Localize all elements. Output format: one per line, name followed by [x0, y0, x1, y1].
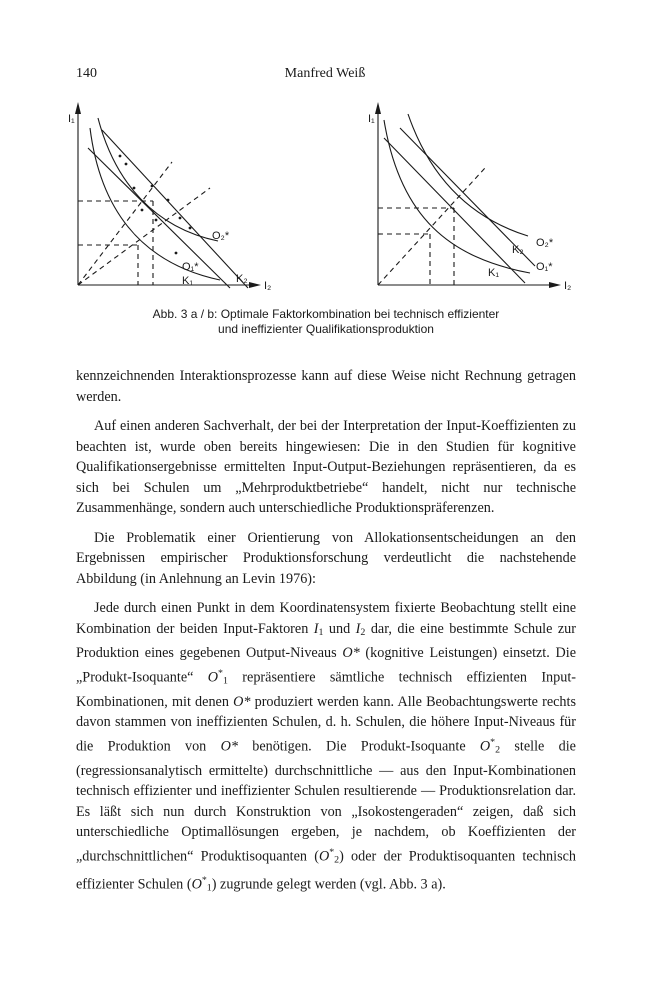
figure-svg	[60, 98, 600, 298]
right-o2-label: O₂*	[536, 237, 554, 249]
left-k2-label: K₂	[236, 273, 248, 285]
right-x-axis-label: I₂	[564, 280, 572, 292]
figure-left-panel	[75, 102, 261, 288]
caption-line-1: Abb. 3 a / b: Optimale Faktorkombination bei technisch effizienter	[152, 307, 500, 321]
left-isoquant-o2	[98, 118, 218, 241]
running-header-author: Manfred Weiß	[284, 66, 366, 81]
paragraph-4: Jede durch einen Punkt in dem Koordinatensystem fixierte Beobachtung stellt eine Kombination der beiden Input-Faktoren $I_1$ und $I_2$ dar, die eine bestimmte Schule zur Produktion eines gegebenen Output-Niveaus O* (kognitive Leistungen) einsetzt. Die „Produkt-Isoquante“ $O^*_1$ repräsentiere sämtliche technisch effizienten Input-Kombinationen, mit denen O* produziert werden kann. Alle Beobachtungswerte rechts davon stammen von ineffizienten Schulen, d. h. Schulen, die höhere Input-Niveaus für die Produktion von O* benötigen. Die Produkt-Isoquante $O^*_2$ stelle die (regressionsanalytisch ermittelte) durchschnittliche — aus den Input-Kombinationen technisch effizienter und ineffizienter Schulen resultierende — Produktionsrelation dar. Es läßt sich nun durch Konstruktion von „Isokostengeraden“ zeigen, daß sich unterschiedliche Optimallösungen ergeben, je nachdem, ob Koeffizienten der „durchschnittlichen“ Produktisoquanten $(O^*_2)$ oder der Produktisoquanten technisch effizienter Schulen $(O^*_1)$ zugrunde gelegt werden (vgl. Abb. 3 a).	[76, 600, 576, 894]
right-o1-label: O₁*	[536, 261, 553, 273]
left-y-axis-label: I₁	[68, 113, 75, 125]
left-o1-label: O₁*	[182, 261, 199, 273]
right-isoquant-o1	[384, 120, 530, 273]
right-y-axis-label: I₁	[368, 113, 375, 125]
right-isoquant-o2	[408, 114, 528, 236]
figure-3ab	[60, 98, 600, 298]
page-number: 140	[76, 66, 97, 81]
caption-line-2: und ineffizienter Qualifikationsproduktion	[218, 322, 434, 336]
paragraph-1: kennzeichnenden Interaktionsprozesse kann auf diese Weise nicht Rechnung getragen werden.	[76, 368, 576, 405]
right-k2-label: K₂	[512, 244, 524, 256]
left-x-axis-label: I₂	[264, 280, 272, 292]
right-k1-label: K₁	[488, 267, 500, 279]
figure-caption	[76, 307, 576, 337]
body-text	[76, 366, 576, 899]
left-o2-label: O₂*	[212, 230, 230, 242]
paragraph-2: Auf einen anderen Sachverhalt, der bei der Interpretation der Input-Koeffizienten zu beachten ist, wurde oben bereits hingewiesen: Die in den Studien für kognitive Qualifikationsergebnisse ermittelten Input-Output-Beziehungen repräsentieren, da es sich bei Schulen um „Mehrproduktbetriebe“ handelt, nicht nur technische Zusammenhänge, sondern auch unterschiedliche Produktionspräferenzen.	[76, 418, 576, 516]
left-isocost-k1	[88, 148, 230, 288]
figure-right-panel	[375, 102, 561, 288]
paragraph-3: Die Problematik einer Orientierung von Allokationsentscheidungen an den Ergebnissen empirischer Produktionsforschung verdeutlicht die nachstehende Abbildung (in Anlehnung an Levin 1976):	[76, 529, 576, 587]
left-k1-label: K₁	[182, 275, 194, 287]
